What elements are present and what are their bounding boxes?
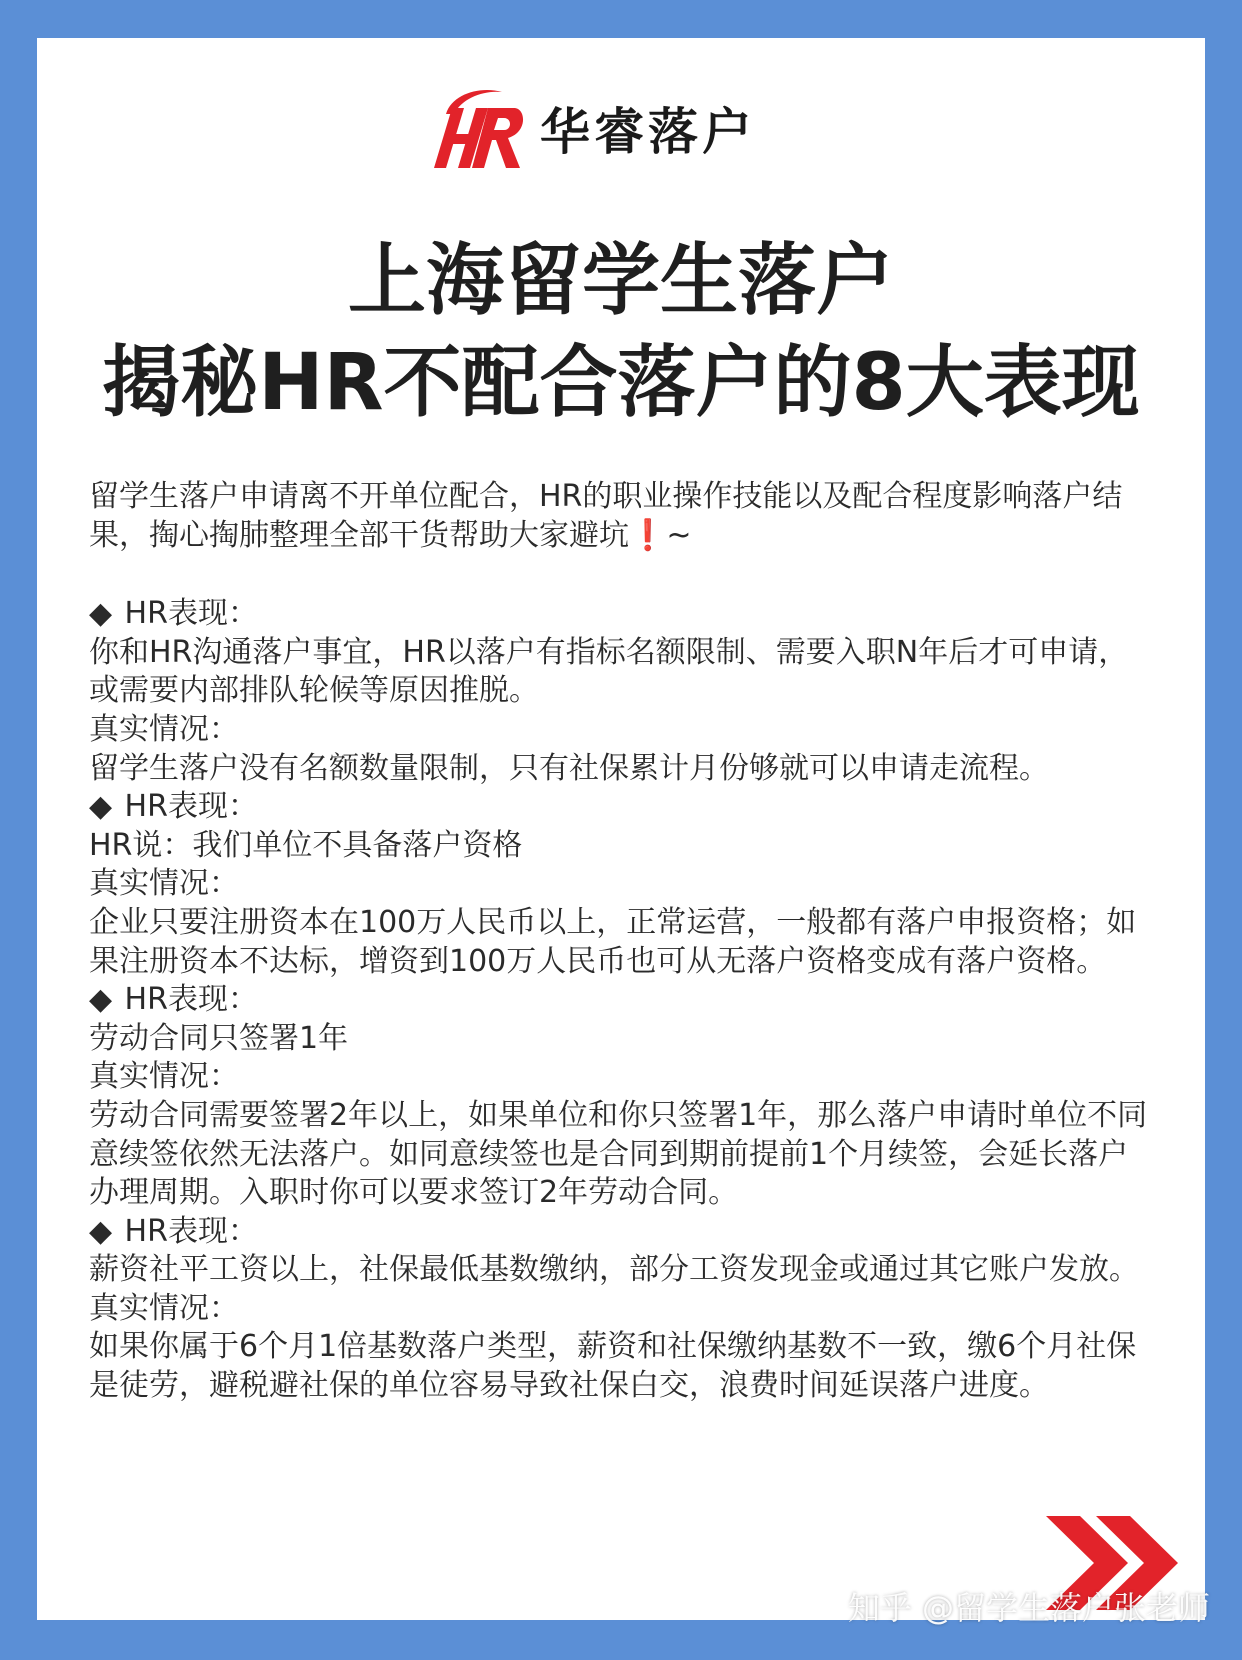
diamond-icon: ◆: [89, 596, 113, 632]
truth-text: 劳动合同需要签署2年以上，如果单位和你只签署1年，那么落户申请时单位不同意续签依然无法落户。如同意续签也是合同到期前提前1个月续签，会延长落户办理周期。入职时你可以要求签订2年劳动合同。: [89, 1097, 1148, 1211]
hr-label-row: [89, 595, 1157, 634]
brand-name: 华睿落户: [540, 102, 756, 161]
truth-label: 真实情况：: [89, 1290, 239, 1326]
brand-logo: [432, 84, 756, 172]
truth-label: 真实情况：: [89, 866, 239, 902]
hr-text: 你和HR沟通落户事宜，HR以落户有指标名额限制、需要入职N年后才可申请，或需要内部排队轮候等原因推脱。: [89, 634, 1129, 709]
truth-label: 真实情况：: [89, 1059, 239, 1095]
truth-text: 如果你属于6个月1倍基数落户类型，薪资和社保缴纳基数不一致，缴6个月社保是徒劳，避税避社保的单位容易导致社保白交，浪费时间延误落户进度。: [89, 1329, 1137, 1404]
hr-text: 劳动合同只签署1年: [89, 1020, 349, 1056]
hr-label: HR表现：: [124, 982, 258, 1018]
zhihu-watermark: 知乎 @留学生落户张老师: [847, 1589, 1210, 1627]
diamond-icon: ◆: [89, 1213, 113, 1249]
diamond-icon: ◆: [89, 789, 113, 825]
page-title-line2: 揭秘HR不配合落户的8大表现: [102, 338, 1140, 428]
exclamation-icon: ❗: [629, 517, 667, 553]
intro-text: 留学生落户申请离不开单位配合，HR的职业操作技能以及配合程度影响落户结果，掏心掏肺整理全部干货帮助大家避坑: [89, 479, 1123, 553]
hr-text: HR说：我们单位不具备落户资格: [89, 827, 523, 863]
page-title-line1: 上海留学生落户: [347, 236, 894, 326]
truth-text: 留学生落户没有名额数量限制，只有社保累计月份够就可以申请走流程。: [89, 750, 1049, 786]
hr-text: 薪资社平工资以上，社保最低基数缴纳，部分工资发现金或通过其它账户发放。: [89, 1252, 1139, 1288]
truth-text: 企业只要注册资本在100万人民币以上，正常运营，一般都有落户申报资格；如果注册资本不达标，增资到100万人民币也可从无落户资格变成有落户资格。: [89, 904, 1137, 979]
hr-label: HR表现：: [124, 789, 258, 825]
hr-label: HR表现：: [124, 596, 258, 632]
hr-label-row: [89, 1213, 1157, 1252]
hr-label-row: [89, 788, 1157, 827]
hr-logo-icon: [432, 84, 528, 172]
intro-paragraph: [89, 478, 1157, 555]
hr-label: HR表现：: [124, 1213, 258, 1249]
truth-label: 真实情况：: [89, 711, 239, 747]
article-body: [89, 478, 1157, 1406]
intro-tilde: ~: [666, 517, 692, 553]
diamond-icon: ◆: [89, 982, 113, 1018]
hr-label-row: [89, 981, 1157, 1020]
